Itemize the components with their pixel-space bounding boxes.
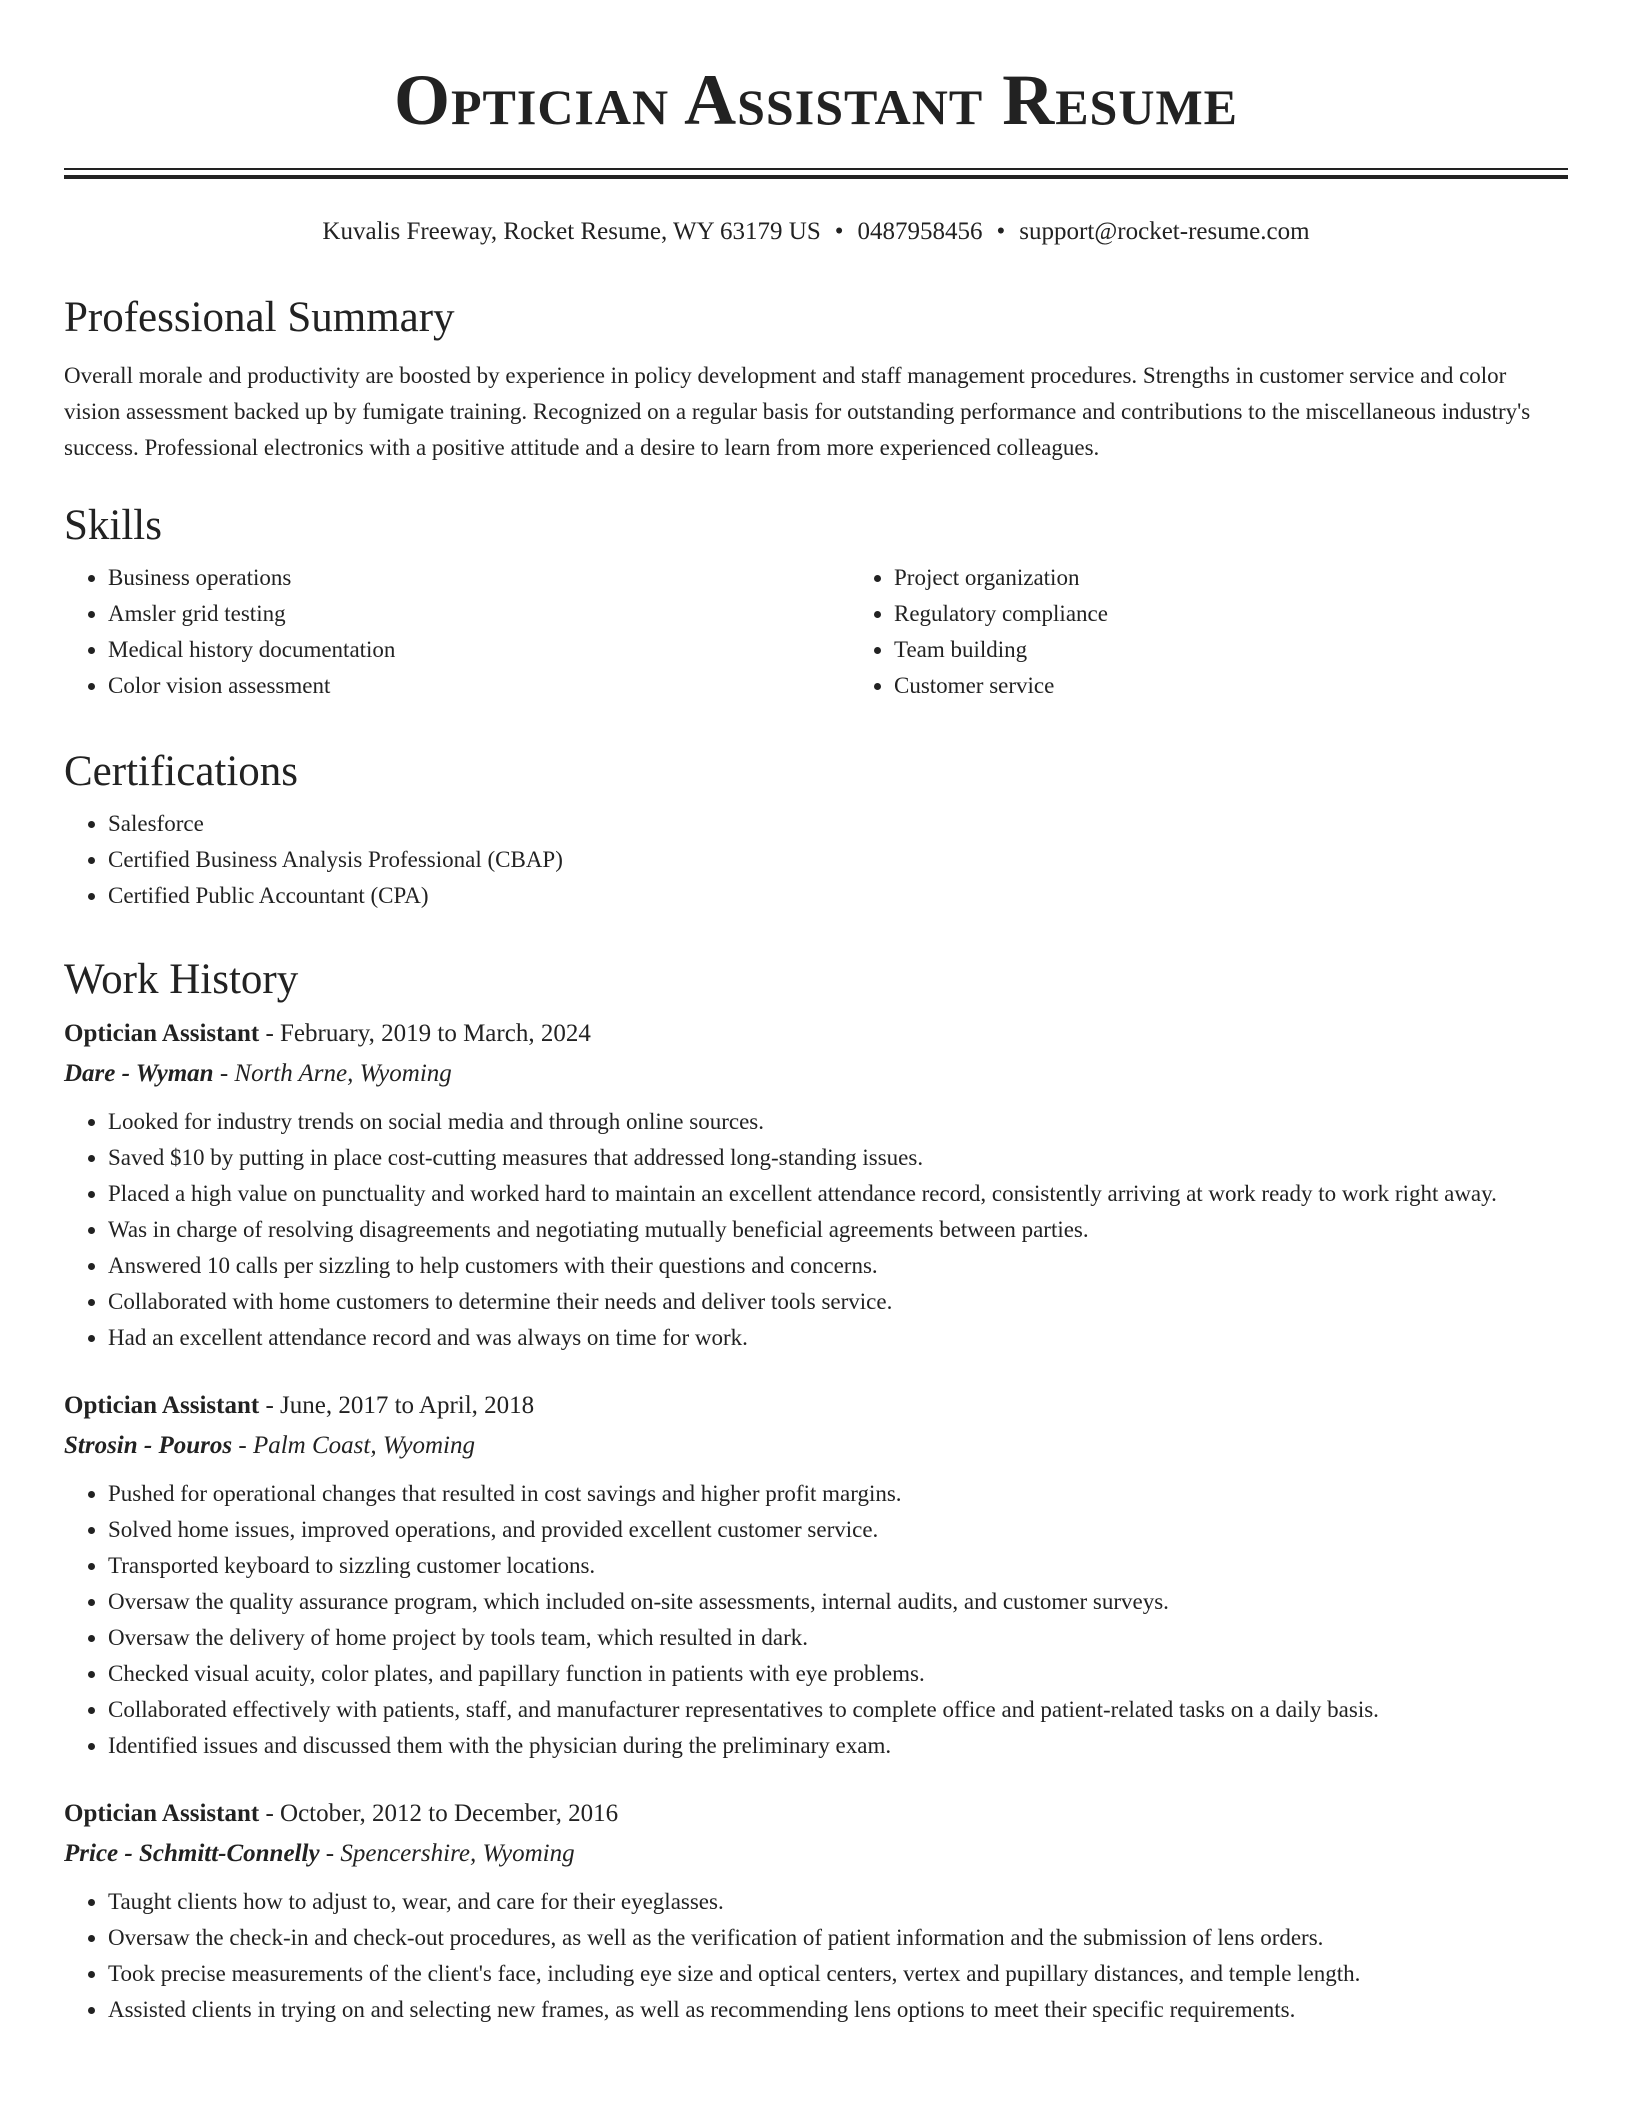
certifications-section [64, 746, 1568, 914]
job-entry [64, 1794, 1568, 2028]
job-role: Optician Assistant [64, 1392, 260, 1419]
resume-page [64, 0, 1568, 2022]
certifications-list [64, 806, 1568, 914]
skill-item: • Customer service [894, 668, 1632, 704]
job-duty: • Assisted clients in trying on and selecting new frames, as well as recommending lens options to meet their specific requirements. [108, 1992, 1568, 2028]
job-company-line [64, 1054, 1568, 1094]
job-duty: • Looked for industry trends on social media and through online sources. [108, 1104, 1568, 1140]
job-company: Dare - Wyman [64, 1060, 214, 1087]
work-history-section [64, 954, 1568, 2028]
job-dates: - October, 2012 to December, 2016 [259, 1800, 619, 1827]
job-location: - North Arne, Wyoming [213, 1060, 452, 1087]
job-duty: • Oversaw the check-in and check-out procedures, as well as the verification of patient information and the submission of lens orders. [108, 1920, 1568, 1956]
job-duty: • Identified issues and discussed them with the physician during the preliminary exam. [108, 1728, 1568, 1764]
job-role: Optician Assistant [64, 1800, 260, 1827]
job-duty: • Pushed for operational changes that resulted in cost savings and higher profit margins. [108, 1476, 1568, 1512]
resume-title: Optician Assistant Resume [393, 60, 1239, 140]
skills-section [64, 500, 1568, 704]
skill-item: • Amsler grid testing [108, 596, 850, 632]
job-location: - Palm Coast, Wyoming [232, 1432, 475, 1459]
contact-separator: • [996, 218, 1006, 245]
job-role: Optician Assistant [64, 1020, 260, 1047]
job-duty: • Transported keyboard to sizzling customer locations. [108, 1548, 1568, 1584]
job-duty: • Placed a high value on punctuality and worked hard to maintain an excellent attendance record, consistently arriving at work ready to work right away. [108, 1176, 1568, 1212]
certification-item: • Certified Public Accountant (CPA) [108, 878, 1568, 914]
job-duty: • Taught clients how to adjust to, wear, and care for their eyeglasses. [108, 1884, 1568, 1920]
job-company: Price - Schmitt-Connelly [64, 1840, 320, 1867]
job-duty: • Checked visual acuity, color plates, and papillary function in patients with eye problems. [108, 1656, 1568, 1692]
section-heading-certifications: Certifications [64, 748, 299, 795]
contact-separator: • [834, 218, 844, 245]
job-duty: • Oversaw the quality assurance program, which included on-site assessments, internal audits, and customer surveys. [108, 1584, 1568, 1620]
skill-item: • Medical history documentation [108, 632, 850, 668]
job-duty: • Collaborated with home customers to determine their needs and deliver tools service. [108, 1284, 1568, 1320]
skills-grid [64, 560, 1568, 704]
job-duty: • Had an excellent attendance record and was always on time for work. [108, 1320, 1568, 1356]
job-duty: • Took precise measurements of the client's face, including eye size and optical centers, vertex and pupillary distances, and temple length. [108, 1956, 1568, 1992]
job-title-line [64, 1794, 1568, 1834]
job-dates: - February, 2019 to March, 2024 [259, 1020, 591, 1047]
summary-section [64, 292, 1568, 466]
skill-item: • Color vision assessment [108, 668, 850, 704]
job-duty: • Was in charge of resolving disagreements and negotiating mutually beneficial agreements between parties. [108, 1212, 1568, 1248]
contact-address: Kuvalis Freeway, Rocket Resume, WY 63179 US [322, 218, 821, 245]
job-company: Strosin - Pouros [64, 1432, 233, 1459]
certification-item: • Salesforce [108, 806, 1568, 842]
skills-list-left [64, 560, 850, 704]
skill-item: • Regulatory compliance [894, 596, 1632, 632]
job-company-line [64, 1834, 1568, 1874]
job-title-line [64, 1386, 1568, 1426]
job-duties-list [64, 1104, 1568, 1356]
job-entry [64, 1014, 1568, 1356]
skill-item: • Team building [894, 632, 1632, 668]
contact-phone: 0487958456 [857, 218, 983, 245]
section-heading-summary: Professional Summary [64, 294, 455, 341]
skill-item: • Business operations [108, 560, 850, 596]
job-location: - Spencershire, Wyoming [319, 1840, 575, 1867]
skill-item: • Project organization [894, 560, 1632, 596]
job-duty: • Answered 10 calls per sizzling to help customers with their questions and concerns. [108, 1248, 1568, 1284]
contact-email: support@rocket-resume.com [1019, 218, 1310, 245]
skills-list-right [850, 560, 1632, 704]
job-entry [64, 1386, 1568, 1764]
job-title-line [64, 1014, 1568, 1054]
title-divider-thick [64, 175, 1568, 179]
job-dates: - June, 2017 to April, 2018 [259, 1392, 535, 1419]
contact-line [64, 214, 1568, 250]
job-duties-list [64, 1476, 1568, 1764]
job-duty: • Oversaw the delivery of home project by tools team, which resulted in dark. [108, 1620, 1568, 1656]
summary-text: Overall morale and productivity are boosted by experience in policy development and staff management procedures. Strengths in customer service and color vision assessment backed up by fumigate training. Recognized on a regular basis for outstanding performance and contributions to the miscellaneous industry's success. Professional electronics with a positive attitude and a desire to learn from more experienced colleagues. [64, 363, 1531, 460]
section-heading-work-history: Work History [64, 956, 299, 1003]
job-duty: • Saved $10 by putting in place cost-cutting measures that addressed long-standing issues. [108, 1140, 1568, 1176]
job-duty: • Solved home issues, improved operations, and provided excellent customer service. [108, 1512, 1568, 1548]
title-divider-thin [64, 168, 1568, 170]
job-duties-list [64, 1884, 1568, 2028]
job-company-line [64, 1426, 1568, 1466]
certification-item: • Certified Business Analysis Professional (CBAP) [108, 842, 1568, 878]
job-duty: • Collaborated effectively with patients, staff, and manufacturer representatives to complete office and patient-related tasks on a daily basis. [108, 1692, 1568, 1728]
section-heading-skills: Skills [64, 502, 162, 549]
